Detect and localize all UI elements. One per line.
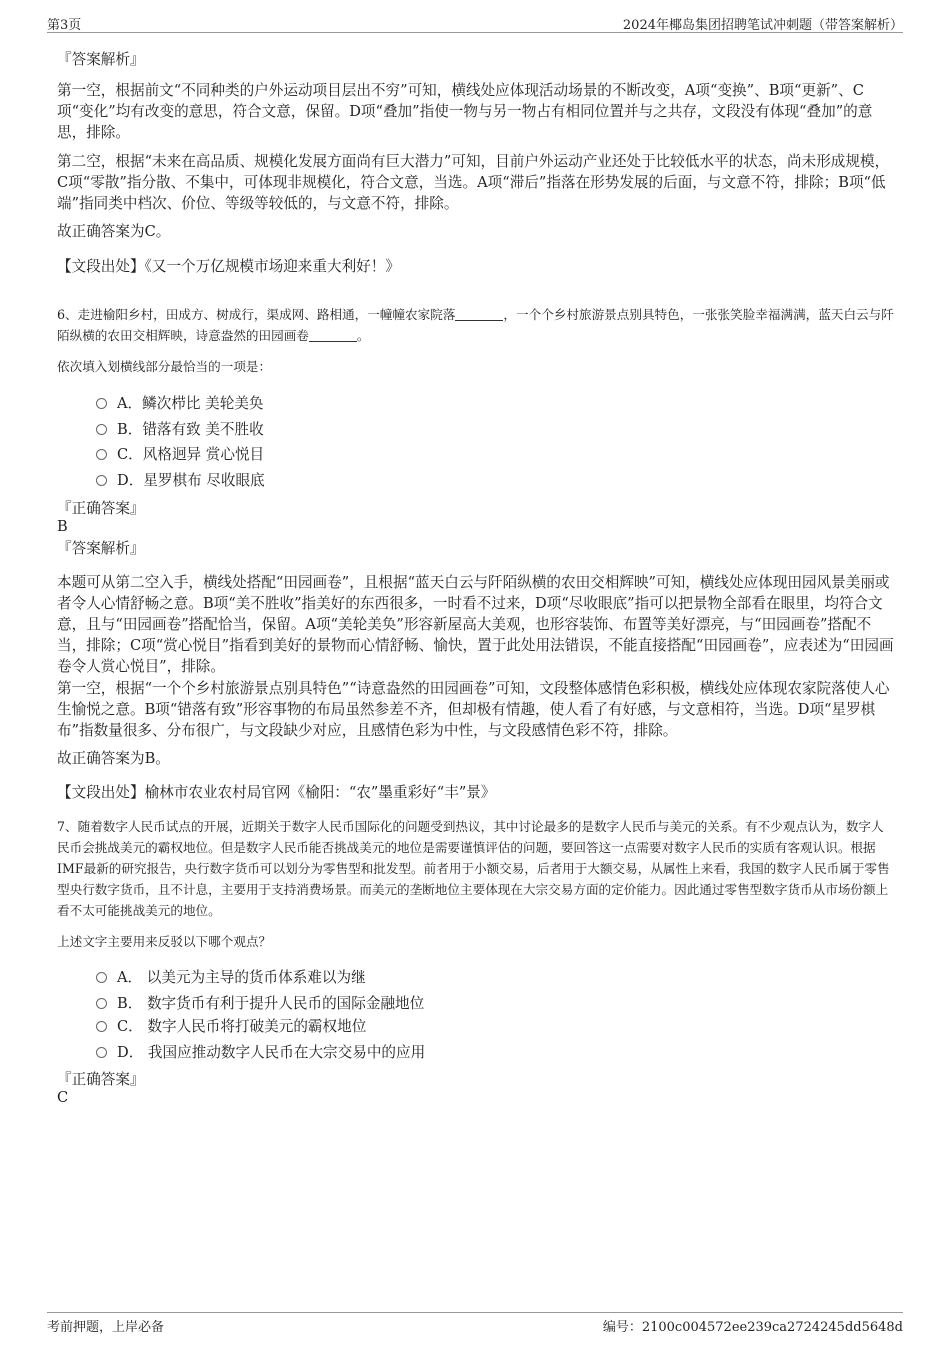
q7-answer-label: 『正确答案』	[57, 1071, 145, 1088]
q5-analysis-para1: 第一空，根据前文“不同种类的户外运动项目层出不穷”可知，横线处应体现活动场景的不断改变，A项“变换”、B项“更新”、C项“变化”均有改变的意思，符合文意，保留。D项“叠加”指使一物与另一物占有相同位置并与之共存，文段没有体现“叠加”的意思，排除。	[57, 82, 873, 141]
q6-option-d[interactable]: D．星罗棋布 尽收眼底	[96, 470, 265, 491]
q7-prompt: 上述文字主要用来反驳以下哪个观点？	[57, 934, 272, 949]
q7-answer: C	[57, 1089, 69, 1106]
q6-answer-label: 『正确答案』	[57, 500, 145, 517]
q6-prompt: 依次填入划横线部分最恰当的一项是：	[57, 359, 272, 374]
document-title: 2024年椰岛集团招聘笔试冲刺题（带答案解析）	[622, 18, 903, 33]
q5-analysis-para2: 第二空，根据“未来在高品质、规模化发展方面尚有巨大潜力”可知，目前户外运动产业还处于比较低水平的状态，尚未形成规模，C项“零散”指分散、不集中，可体现非规模化，符合文意，当选。A项“滞后”指落在形势发展的后面，与文意不符，排除；B项“低端”指同类中档次、价位、等级等较低的，与文意不符，排除。	[57, 153, 890, 212]
q6-analysis-para1: 本题可从第二空入手，横线处搭配“田园画卷”，且根据“蓝天白云与阡陌纵横的农田交相辉映”可知，横线处应体现田园风景美丽或者令人心情舒畅之意。B项“美不胜收”指美好的东西很多，一时看不过来，D项“尽收眼底”指可以把景物全部看在眼里，均符合文意，且与“田园画卷”搭配恰当，保留。A项“美轮美奂”形容新屋高大美观，也形容装饰、布置等美好漂亮，与“田园画卷”搭配不当，排除；C项“赏心悦目”指看到美好的景物而心情舒畅、愉快，置于此处用法错误，不能直接搭配“田园画卷”，应表述为“田园画卷令人赏心悦目”，排除。	[57, 574, 894, 675]
radio-icon[interactable]	[96, 424, 107, 435]
q6-option-a[interactable]: A．鳞次栉比 美轮美奂	[96, 393, 264, 414]
q6-stem: 6、走进榆阳乡村，田成方、树成行，渠成网、路相通，一幢幢农家院落 ，一个个乡村旅游景点别具特色，一张张笑脸幸福满满，蓝天白云与阡陌纵横的农田交相辉映，诗意盎然的田园画卷 。	[57, 307, 894, 343]
radio-icon[interactable]	[96, 398, 107, 409]
q5-analysis-label: 『答案解析』	[57, 51, 145, 68]
q6-answer: B	[57, 518, 68, 535]
page-footer	[47, 1312, 903, 1333]
q7-stem: 7、随着数字人民币试点的开展，近期关于数字人民币国际化的问题受到热议，其中讨论最多的是数字人民币与美元的关系。有不少观点认为，数字人民币会挑战美元的霸权地位。但是数字人民币能否挑战美元的地位是需要谨慎评估的问题，要回答这一点需要对数字人民币的实质有客观认识。根据IMF最新的研究报告，央行数字货币可以划分为零售型和批发型。前者用于小额交易，后者用于大额交易，从属性上来看，我国的数字人民币属于零售型央行数字货币，且不计息，主要用于支持消费场景。而美元的垄断地位主要体现在大宗交易方面的定价能力。因此通过零售型数字货币从市场份额上看不太可能挑战美元的地位。	[57, 819, 890, 918]
radio-icon[interactable]	[96, 1047, 107, 1058]
q7-option-d[interactable]: D． 我国应推动数字人民币在大宗交易中的应用	[96, 1042, 425, 1063]
q7-option-c[interactable]: C． 数字人民币将打破美元的霸权地位	[96, 1016, 366, 1037]
radio-icon[interactable]	[96, 1021, 107, 1032]
blank-1	[455, 308, 503, 321]
page-header	[47, 14, 903, 33]
blank-2	[309, 329, 357, 342]
q5-conclusion: 故正确答案为C。	[57, 223, 171, 240]
q6-analysis-label: 『答案解析』	[57, 540, 145, 557]
q5-source: 【文段出处】《又一个万亿规模市场迎来重大利好！》	[57, 258, 400, 275]
q6-option-b[interactable]: B．错落有致 美不胜收	[96, 419, 264, 440]
radio-icon[interactable]	[96, 972, 107, 983]
radio-icon[interactable]	[96, 475, 107, 486]
q7-option-b[interactable]: B． 数字货币有利于提升人民币的国际金融地位	[96, 993, 424, 1014]
q6-source: 【文段出处】榆林市农业农村局官网《榆阳：“农”墨重彩好“丰”景》	[57, 784, 496, 801]
q7-option-a[interactable]: A． 以美元为主导的货币体系难以为继	[96, 967, 366, 988]
radio-icon[interactable]	[96, 998, 107, 1009]
q6-option-c[interactable]: C．风格迥异 赏心悦目	[96, 444, 264, 465]
footer-slogan: 考前押题，上岸必备	[47, 1320, 165, 1335]
radio-icon[interactable]	[96, 449, 107, 460]
page-number: 第3页	[47, 18, 82, 33]
q6-conclusion: 故正确答案为B。	[57, 750, 170, 767]
q6-analysis-para2: 第一空，根据“一个个乡村旅游景点别具特色”“诗意盎然的田园画卷”可知，文段整体感情色彩积极，横线处应体现农家院落使人心生愉悦之意。B项“错落有致”形容事物的布局虽然参差不齐，但却极有情趣，使人看了有好感，与文意相符，当选。D项“星罗棋布”指数量很多、分布很广，与文段缺少对应，且感情色彩为中性，与文段感情色彩不符，排除。	[57, 680, 890, 739]
document-id: 编号：2100c004572ee239ca2724245dd5648d	[602, 1320, 903, 1335]
